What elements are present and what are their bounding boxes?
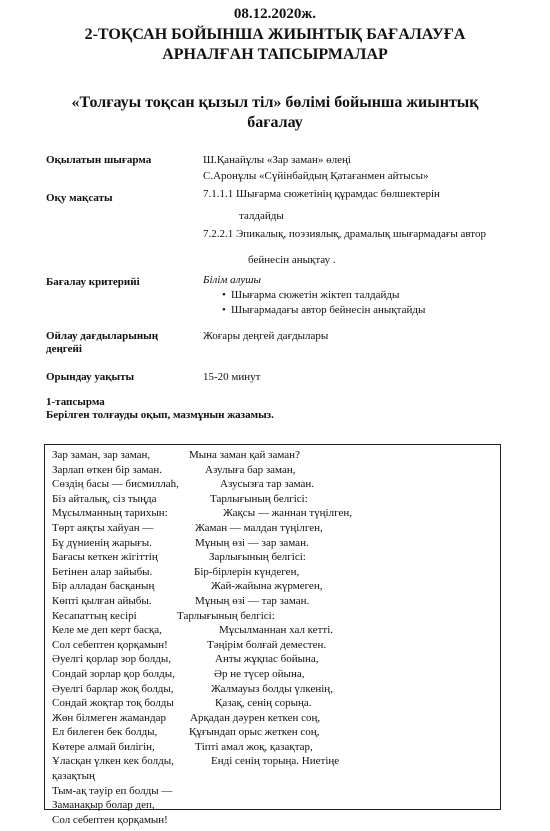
poem-right-line: Мұның өзі — зар заман. — [195, 536, 309, 549]
goal-label: Оқу мақсаты — [46, 192, 113, 204]
poem-right-line: Мына заман қай заман? — [189, 449, 300, 461]
poem-left-line: қазақтың — [52, 770, 95, 783]
goal-1-line-b: талдайды — [239, 210, 284, 222]
poem-right-line: Анты жұқпас бойына, — [215, 653, 319, 666]
poem-right-column — [0, 448, 352, 769]
poem-left-line: Әуелгі барлар жоқ болды, — [52, 682, 174, 695]
poem-left-line: Тым-ақ тәуір еп болды — — [52, 784, 173, 797]
section-subtitle-line-1: «Толғауы тоқсан қызыл тіл» бөлімі бойынша жиынтық — [71, 94, 479, 111]
poem-right-line: Жай-жайына жүрмеген, — [211, 580, 323, 593]
poem-left-line: Бетінен алар зайыбы. — [52, 565, 153, 578]
poem-right-line: Арқадан дәурен кеткен соң, — [190, 711, 321, 724]
poem-right-line: Әр не түсер ойына, — [214, 667, 305, 680]
poem-left-line: Бағасы кеткен жігіттің — [52, 551, 158, 564]
criteria-intro: Білім алушы — [203, 274, 261, 286]
work-value-2: С.Аронұлы «Сүйінбайдың Қатағанмен айтысы» — [203, 170, 429, 182]
poem-left-line: Ұласқан үлкен кек болды, — [52, 755, 174, 768]
poem-left-line: Біз айталық, сіз тыңда — [52, 492, 157, 505]
poem-right-line: Жалмауыз болды үлкенің, — [211, 682, 333, 695]
poem-left-line: Төрт аяқты хайуан — — [52, 521, 154, 534]
poem-left-line: Жөн білмеген жамандар — [52, 711, 166, 724]
work-value-1: Ш.Қанайұлы «Зар заман» өлеңі — [203, 154, 351, 166]
poem-right-line: Азусызға тар заман. — [220, 478, 315, 491]
poem-right-line: Зарлығының белгісі: — [209, 551, 306, 564]
poem-left-line: Көтере алмай билігін, — [52, 740, 155, 753]
poem-left-line: Бұ дүниенің жарығы. — [52, 536, 152, 549]
poem-right-line: Қазақ, сенің сорыңа. — [215, 697, 312, 710]
criteria-item-2: • Шығармадағы автор бейнесін анықтайды — [222, 304, 425, 316]
document-title-line-1: 2-ТОҚСАН БОЙЫНША ЖИЫНТЫҚ БАҒАЛАУҒА — [84, 26, 466, 43]
poem-left-line: Зарлап өткен бір заман. — [52, 463, 163, 476]
goal-2-line-a: 7.2.2.1 Эпикалық, поэзиялық, драмалық шығармадағы автор — [203, 228, 486, 240]
poem-right-line: Енді сенің торыңа. Ниетіңе — [211, 755, 340, 768]
poem-right-line: Тарлығының белгісі: — [177, 609, 275, 622]
poem-left-line: Келе ме деп керт басқа, — [52, 624, 162, 637]
poem-right-line: Жаман — малдан түңілген, — [195, 521, 323, 534]
document-date: 08.12.2020ж. — [233, 6, 317, 22]
poem-right-line: Бір-бірлерін күндеген, — [194, 565, 300, 578]
task-instruction: Берілген толғауды оқып, мазмұнын жазамыз. — [46, 409, 274, 421]
skills-label-line-2: деңгейі — [46, 343, 82, 355]
skills-label-line-1: Ойлау дағдыларының — [46, 330, 159, 342]
skills-value: Жоғары деңгей дағдылары — [203, 330, 329, 342]
work-label: Оқылатын шығарма — [46, 154, 152, 166]
document-title-line-2: АРНАЛҒАН ТАПСЫРМАЛАР — [162, 46, 388, 63]
poem-left-line: Сондай зорлар қор болды, — [52, 667, 175, 680]
criteria-label: Бағалау критерийі — [46, 276, 140, 288]
poem-left-line: Мұсылманның тарихын: — [52, 507, 168, 520]
goal-2-line-b: бейнесін анықтау . — [248, 254, 336, 266]
poem-right-line: Мұсылманнан хал кетті. — [219, 624, 334, 637]
poem-right-line: Тарлығының белгісі: — [210, 492, 308, 505]
poem-left-line: Сол себептен қорқамын! — [52, 638, 168, 651]
poem-right-line: Тіпті амал жоқ, қазақтар, — [195, 740, 313, 753]
time-value: 15-20 минут — [203, 371, 261, 383]
poem-left-line: Сол себептен қорқамын! — [52, 813, 168, 826]
task-title: 1-тапсырма — [46, 396, 105, 408]
poem-left-line: Зар заман, зар заман, — [52, 449, 151, 461]
criteria-item-1: • Шығарма сюжетін жіктеп талдайды — [222, 289, 399, 301]
poem-left-line: Ел билеген бек болды, — [52, 726, 158, 739]
poem-left-line: Заманақыр болар деп, — [52, 799, 155, 812]
poem-left-line: Кесапаттың кесірі — [52, 609, 137, 622]
section-subtitle-line-2: бағалау — [247, 114, 303, 131]
poem-right-line: Тәңірім болғай деместен. — [207, 638, 327, 651]
poem-right-line: Құғындап орыс жеткен соң, — [189, 726, 320, 739]
poem-right-line: Азулыға бар заман, — [205, 463, 296, 476]
poem-left-line: Әуелгі қорлар зор болды, — [52, 653, 172, 666]
time-label: Орындау уақыты — [46, 371, 135, 383]
poem-left-line: Бір алладан басқаның — [52, 580, 155, 593]
poem-left-line: Сондай жоқтар тоқ болды — [52, 697, 174, 710]
poem-right-line: Жақсы — жаннан түңілген, — [223, 507, 352, 520]
poem-left-line: Сөздің басы — бисмиллаһ, — [52, 478, 179, 491]
poem-left-line: Көпті қылған айыбы. — [52, 594, 152, 607]
goal-1-line-a: 7.1.1.1 Шығарма сюжетінің құрамдас бөлшектерін — [203, 188, 440, 200]
poem-right-line: Мұның өзі — тар заман. — [195, 594, 310, 607]
